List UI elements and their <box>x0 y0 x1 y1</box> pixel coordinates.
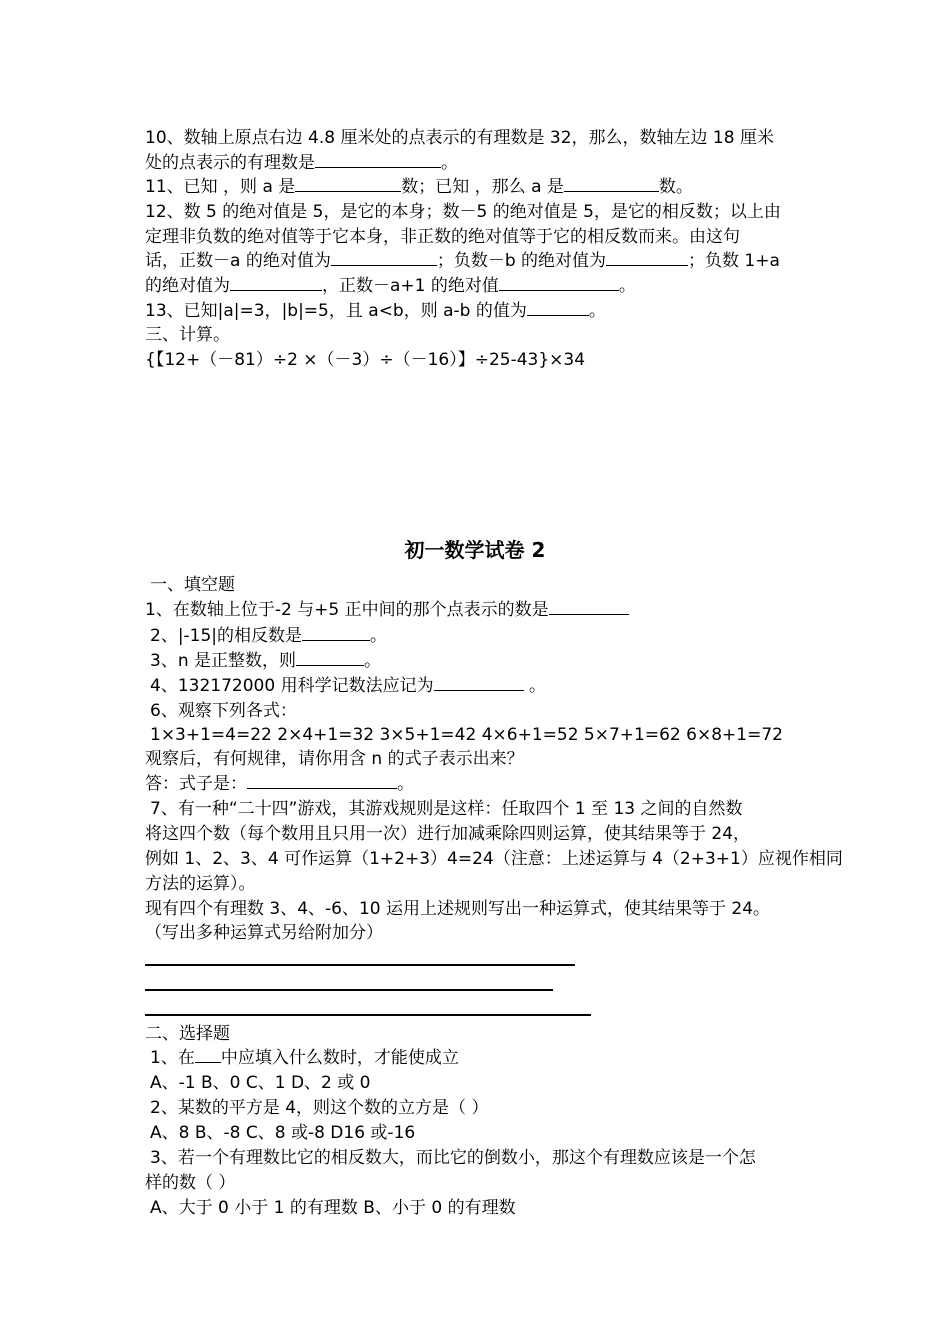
answer-blank[interactable] <box>549 598 629 615</box>
answer-blank[interactable] <box>302 624 370 641</box>
section-1-heading: 一、填空题 <box>150 575 235 595</box>
calculation-expression: {【12+（－81）÷2 ×（－3）÷（－16）】÷25-43}×34 <box>145 350 586 370</box>
answer-blank[interactable] <box>331 249 437 266</box>
fill-question-7-line1: 7、有一种“二十四”游戏，其游戏规则是这样：任取四个 1 至 13 之间的自然数 <box>150 799 743 819</box>
fill-question-6-answer: 答：式子是： 。 <box>145 774 414 794</box>
answer-blank[interactable] <box>247 772 397 789</box>
fill-question-2: 2、|-15|的相反数是 。 <box>150 626 388 646</box>
fill-question-6-prompt: 观察后，有何规律，请你用含 n 的式子表示出来？ <box>145 749 524 769</box>
answer-blank[interactable] <box>295 175 401 192</box>
choice-question-3-line1: 3、若一个有理数比它的相反数大，而比它的倒数小，那这个有理数应该是一个怎 <box>150 1148 756 1168</box>
exam-title: 初一数学试卷 2 <box>404 538 546 562</box>
fill-question-6-equations: 1×3+1=4=22 2×4+1=32 3×5+1=42 4×6+1=52 5×7+1=62 6×8+1=72 <box>150 725 783 745</box>
answer-line[interactable] <box>145 964 575 966</box>
answer-blank[interactable] <box>564 175 659 192</box>
fill-question-6: 6、观察下列各式： <box>150 701 297 721</box>
answer-blank[interactable] <box>195 1046 221 1063</box>
fill-question-7-line4: 方法的运算）。 <box>145 874 256 894</box>
fill-question-7-line3: 例如 1、2、3、4 可作运算（1+2+3）4=24（注意：上述运算与 4（2+3+1）应视作相同 <box>145 849 843 869</box>
question-11: 11、已知 ，则 a 是 数；已知 ，那么 a 是 数。 <box>145 177 693 197</box>
answer-blank[interactable] <box>499 274 619 291</box>
fill-question-7-line6: （写出多种运算式另给附加分） <box>145 923 383 943</box>
question-12-line1: 12、数 5 的绝对值是 5，是它的本身；数－5 的绝对值是 5，是它的相反数；以上由 <box>145 202 781 222</box>
fill-question-4: 4、132172000 用科学记数法应记为 。 <box>150 676 546 696</box>
question-10-line1: 10、数轴上原点右边 4.8 厘米处的点表示的有理数是 32，那么，数轴左边 18 厘米 <box>145 128 774 148</box>
question-12-line3: 话，正数－a 的绝对值为 ；负数－b 的绝对值为 ；负数 1+a <box>145 251 780 271</box>
fill-question-7-line2: 将这四个数（每个数用且只用一次）进行加减乘除四则运算，使其结果等于 24， <box>145 824 751 844</box>
answer-blank[interactable] <box>527 299 589 316</box>
answer-blank[interactable] <box>230 274 322 291</box>
choice-question-3-options: A、大于 0 小于 1 的有理数 B、小于 0 的有理数 <box>150 1198 516 1218</box>
question-10-line2: 处的点表示的有理数是 。 <box>145 153 458 173</box>
answer-line[interactable] <box>145 989 553 991</box>
question-12-line2: 定理非负数的绝对值等于它本身，非正数的绝对值等于它的相反数而来。由这句 <box>145 227 740 247</box>
fill-question-7-line5: 现有四个有理数 3、4、-6、10 运用上述规则写出一种运算式，使其结果等于 24。 <box>145 899 771 919</box>
section-2-heading: 二、选择题 <box>145 1024 230 1044</box>
answer-blank[interactable] <box>296 649 364 666</box>
choice-question-2-options: A、8 B、-8 C、8 或-8 D16 或-16 <box>150 1123 416 1143</box>
question-12-line4: 的绝对值为 ，正数－a+1 的绝对值 。 <box>145 276 636 296</box>
fill-question-1: 1、在数轴上位于-2 与+5 正中间的那个点表示的数是 <box>145 598 629 622</box>
answer-blank[interactable] <box>606 249 688 266</box>
fill-question-3: 3、n 是正整数，则 。 <box>150 651 381 671</box>
choice-question-1-options: A、-1 B、0 C、1 D、2 或 0 <box>150 1073 371 1093</box>
choice-question-3-line2: 样的数（ ） <box>145 1173 236 1193</box>
choice-question-2: 2、某数的平方是 4，则这个数的立方是（ ） <box>150 1098 489 1118</box>
answer-blank[interactable] <box>315 151 441 168</box>
answer-blank[interactable] <box>434 674 524 691</box>
question-13: 13、已知|a|=3，|b|=5，且 a<b，则 a-b 的值为 。 <box>145 301 606 321</box>
choice-question-1: 1、在 中应填入什么数时，才能使成立 <box>150 1048 459 1068</box>
section-3-heading: 三、计算。 <box>145 325 230 345</box>
answer-line[interactable] <box>145 1014 591 1016</box>
